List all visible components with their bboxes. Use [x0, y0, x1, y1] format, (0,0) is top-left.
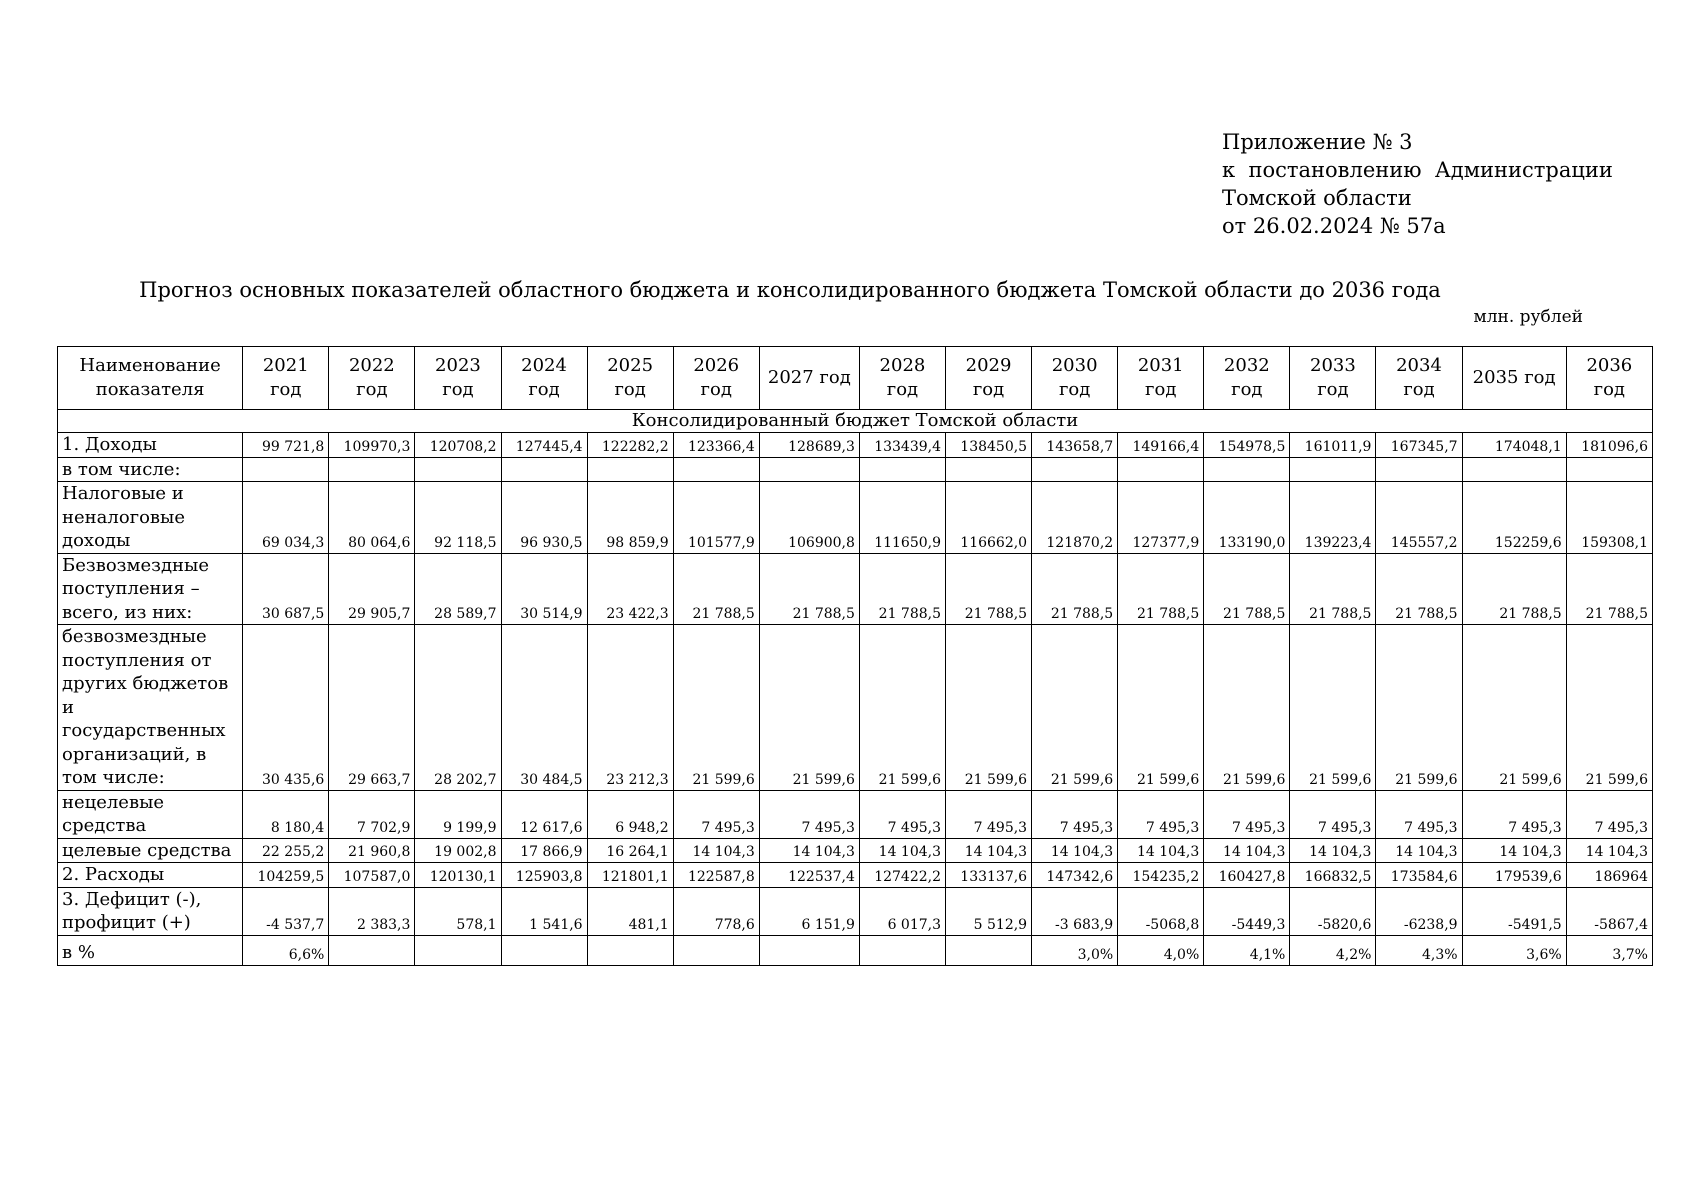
appendix-line: Приложение № 3: [1222, 130, 1413, 154]
table-cell: 21 599,6: [1032, 625, 1118, 791]
table-cell: 106900,8: [759, 482, 859, 554]
table-cell: [1204, 457, 1290, 482]
row-label: Налоговые и неналоговые доходы: [58, 482, 243, 554]
table-cell: 121870,2: [1032, 482, 1118, 554]
table-cell: 120708,2: [415, 433, 501, 458]
column-header-year: 2031 год: [1118, 347, 1204, 410]
row-label: безвозмездные поступления от других бюджетов и государственных организаций, в том числе:: [58, 625, 243, 791]
table-cell: 22 255,2: [243, 838, 329, 863]
table-row: [58, 887, 1653, 935]
table-cell: 154235,2: [1118, 863, 1204, 888]
table-cell: 143658,7: [1032, 433, 1118, 458]
table-cell: 14 104,3: [759, 838, 859, 863]
column-header-year: 2028 год: [859, 347, 945, 410]
table-cell: 21 599,6: [1290, 625, 1376, 791]
table-cell: 21 788,5: [859, 553, 945, 625]
table-row: [58, 863, 1653, 888]
table-cell: 3,7%: [1566, 935, 1652, 965]
table-cell: -5491,5: [1462, 887, 1566, 935]
table-cell: 159308,1: [1566, 482, 1652, 554]
table-row: [58, 790, 1653, 838]
row-label: целевые средства: [58, 838, 243, 863]
table-cell: 128689,3: [759, 433, 859, 458]
table-cell: [1290, 457, 1376, 482]
table-cell: [946, 457, 1032, 482]
table-cell: 9 199,9: [415, 790, 501, 838]
row-label: Безвозмездные поступления – всего, из них:: [58, 553, 243, 625]
table-cell: 21 599,6: [859, 625, 945, 791]
table-cell: 21 599,6: [1204, 625, 1290, 791]
table-cell: 166832,5: [1290, 863, 1376, 888]
units-label: млн. рублей: [1473, 307, 1583, 327]
table-cell: 4,0%: [1118, 935, 1204, 965]
table-cell: 160427,8: [1204, 863, 1290, 888]
table-cell: 29 905,7: [329, 553, 415, 625]
table-cell: 21 960,8: [329, 838, 415, 863]
section-title: Консолидированный бюджет Томской области: [58, 410, 1653, 433]
table-cell: -6238,9: [1376, 887, 1462, 935]
table-cell: 92 118,5: [415, 482, 501, 554]
table-cell: 7 495,3: [1462, 790, 1566, 838]
column-header-year: 2025 год: [587, 347, 673, 410]
table-cell: 21 788,5: [1462, 553, 1566, 625]
table-row: [58, 838, 1653, 863]
table-cell: [859, 935, 945, 965]
column-header-year: 2030 год: [1032, 347, 1118, 410]
table-cell: 8 180,4: [243, 790, 329, 838]
table-cell: 7 495,3: [673, 790, 759, 838]
row-label: 3. Дефицит (-), профицит (+): [58, 887, 243, 935]
table-cell: [243, 457, 329, 482]
column-header-year: 2034 год: [1376, 347, 1462, 410]
table-cell: 5 512,9: [946, 887, 1032, 935]
table-row: [58, 482, 1653, 554]
table-cell: 14 104,3: [1376, 838, 1462, 863]
table-cell: 7 495,3: [1290, 790, 1376, 838]
table-cell: 179539,6: [1462, 863, 1566, 888]
table-cell: 4,2%: [1290, 935, 1376, 965]
table-cell: 127422,2: [859, 863, 945, 888]
row-label: 1. Доходы: [58, 433, 243, 458]
appendix-line: от 26.02.2024 № 57а: [1222, 214, 1446, 238]
table-cell: 21 788,5: [946, 553, 1032, 625]
table-cell: 120130,1: [415, 863, 501, 888]
table-cell: 133190,0: [1204, 482, 1290, 554]
table-cell: [587, 935, 673, 965]
table-cell: 30 514,9: [501, 553, 587, 625]
table-cell: 7 495,3: [759, 790, 859, 838]
column-header-year: 2035 год: [1462, 347, 1566, 410]
table-cell: 21 788,5: [1032, 553, 1118, 625]
table-cell: 122282,2: [587, 433, 673, 458]
budget-forecast-table: [57, 346, 1653, 966]
table-cell: [946, 935, 1032, 965]
table-cell: 147342,6: [1032, 863, 1118, 888]
table-cell: 21 788,5: [1566, 553, 1652, 625]
table-cell: -4 537,7: [243, 887, 329, 935]
table-cell: 161011,9: [1290, 433, 1376, 458]
table-cell: 14 104,3: [1204, 838, 1290, 863]
table-cell: [859, 457, 945, 482]
table-cell: 101577,9: [673, 482, 759, 554]
table-cell: 80 064,6: [329, 482, 415, 554]
table-cell: 14 104,3: [1566, 838, 1652, 863]
table-cell: 152259,6: [1462, 482, 1566, 554]
table-cell: 21 599,6: [946, 625, 1032, 791]
table-cell: 99 721,8: [243, 433, 329, 458]
table-cell: 107587,0: [329, 863, 415, 888]
table-cell: 4,3%: [1376, 935, 1462, 965]
table-cell: 6 948,2: [587, 790, 673, 838]
table-cell: 3,0%: [1032, 935, 1118, 965]
table-cell: 139223,4: [1290, 482, 1376, 554]
table-cell: [1462, 457, 1566, 482]
table-body: [58, 410, 1653, 966]
table-cell: -5449,3: [1204, 887, 1290, 935]
table-cell: 14 104,3: [1462, 838, 1566, 863]
table-cell: [329, 457, 415, 482]
document-title: Прогноз основных показателей областного бюджета и консолидированного бюджета Томской области до 2036 года: [139, 278, 1441, 302]
table-cell: 104259,5: [243, 863, 329, 888]
table-cell: 21 788,5: [759, 553, 859, 625]
table-cell: 7 495,3: [1566, 790, 1652, 838]
table-cell: 7 495,3: [946, 790, 1032, 838]
table-cell: 16 264,1: [587, 838, 673, 863]
column-header-year: 2026 год: [673, 347, 759, 410]
column-header-year: 2033 год: [1290, 347, 1376, 410]
table-cell: [759, 457, 859, 482]
table-cell: 481,1: [587, 887, 673, 935]
appendix-line: Томской области: [1222, 186, 1412, 210]
table-cell: 167345,7: [1376, 433, 1462, 458]
table-cell: 127445,4: [501, 433, 587, 458]
table-cell: 181096,6: [1566, 433, 1652, 458]
table-cell: 28 589,7: [415, 553, 501, 625]
table-cell: 12 617,6: [501, 790, 587, 838]
table-cell: 17 866,9: [501, 838, 587, 863]
table-cell: 133439,4: [859, 433, 945, 458]
table-cell: 21 788,5: [673, 553, 759, 625]
column-header-year: 2024 год: [501, 347, 587, 410]
row-label: в %: [58, 935, 243, 965]
table-cell: 21 599,6: [759, 625, 859, 791]
table-cell: 6,6%: [243, 935, 329, 965]
table-row: [58, 553, 1653, 625]
table-cell: 14 104,3: [1118, 838, 1204, 863]
table-row: [58, 625, 1653, 791]
table-cell: 29 663,7: [329, 625, 415, 791]
table-cell: 186964: [1566, 863, 1652, 888]
table-cell: 21 599,6: [1462, 625, 1566, 791]
table-cell: 122587,8: [673, 863, 759, 888]
table-cell: [501, 935, 587, 965]
table-cell: -5867,4: [1566, 887, 1652, 935]
section-row: [58, 410, 1653, 433]
table-cell: 7 495,3: [1118, 790, 1204, 838]
column-header-year: 2022 год: [329, 347, 415, 410]
table-cell: [1032, 457, 1118, 482]
table-cell: 6 151,9: [759, 887, 859, 935]
column-header-year: 2021 год: [243, 347, 329, 410]
table-cell: 116662,0: [946, 482, 1032, 554]
table-cell: [1376, 457, 1462, 482]
table-cell: 98 859,9: [587, 482, 673, 554]
table-cell: 4,1%: [1204, 935, 1290, 965]
table-cell: 7 495,3: [859, 790, 945, 838]
table-cell: 14 104,3: [946, 838, 1032, 863]
table-cell: [1566, 457, 1652, 482]
table-cell: 111650,9: [859, 482, 945, 554]
table-cell: 28 202,7: [415, 625, 501, 791]
table-cell: 122537,4: [759, 863, 859, 888]
appendix-note: [1222, 128, 1613, 240]
table-cell: [759, 935, 859, 965]
table-cell: 154978,5: [1204, 433, 1290, 458]
table-cell: 30 484,5: [501, 625, 587, 791]
table-cell: 21 599,6: [1118, 625, 1204, 791]
column-header-indicator: Наименование показателя: [58, 347, 243, 410]
table-cell: 138450,5: [946, 433, 1032, 458]
table-cell: 21 788,5: [1118, 553, 1204, 625]
table-cell: 14 104,3: [1290, 838, 1376, 863]
table-cell: 145557,2: [1376, 482, 1462, 554]
table-cell: 21 599,6: [673, 625, 759, 791]
table-cell: 109970,3: [329, 433, 415, 458]
table-cell: 30 687,5: [243, 553, 329, 625]
table-cell: 21 788,5: [1204, 553, 1290, 625]
column-header-year: 2036 год: [1566, 347, 1652, 410]
column-header-year: 2027 год: [759, 347, 859, 410]
table-cell: 23 212,3: [587, 625, 673, 791]
table-cell: -5820,6: [1290, 887, 1376, 935]
table-cell: 174048,1: [1462, 433, 1566, 458]
table-cell: 7 702,9: [329, 790, 415, 838]
table-cell: -3 683,9: [1032, 887, 1118, 935]
table-cell: 133137,6: [946, 863, 1032, 888]
table-cell: 21 599,6: [1566, 625, 1652, 791]
table-cell: 173584,6: [1376, 863, 1462, 888]
table-cell: 7 495,3: [1204, 790, 1290, 838]
appendix-line: к постановлению Администрации: [1222, 158, 1613, 182]
table-cell: 21 788,5: [1376, 553, 1462, 625]
table-cell: 23 422,3: [587, 553, 673, 625]
table-cell: 2 383,3: [329, 887, 415, 935]
row-label: нецелевые средства: [58, 790, 243, 838]
row-label: в том числе:: [58, 457, 243, 482]
row-label: 2. Расходы: [58, 863, 243, 888]
table-row: [58, 935, 1653, 965]
table-cell: 21 788,5: [1290, 553, 1376, 625]
table-cell: 7 495,3: [1032, 790, 1118, 838]
table-cell: 778,6: [673, 887, 759, 935]
table-cell: 14 104,3: [1032, 838, 1118, 863]
table-row: [58, 457, 1653, 482]
table-cell: 7 495,3: [1376, 790, 1462, 838]
table-cell: [501, 457, 587, 482]
table-cell: 30 435,6: [243, 625, 329, 791]
table-cell: 6 017,3: [859, 887, 945, 935]
table-cell: 127377,9: [1118, 482, 1204, 554]
table-cell: [673, 457, 759, 482]
table-cell: [415, 935, 501, 965]
table-cell: [1118, 457, 1204, 482]
column-header-year: 2029 год: [946, 347, 1032, 410]
table-cell: 149166,4: [1118, 433, 1204, 458]
table-cell: 1 541,6: [501, 887, 587, 935]
table-cell: 21 599,6: [1376, 625, 1462, 791]
table-cell: [415, 457, 501, 482]
table-row: [58, 433, 1653, 458]
table-cell: 14 104,3: [859, 838, 945, 863]
table-cell: 121801,1: [587, 863, 673, 888]
column-header-year: 2032 год: [1204, 347, 1290, 410]
table-cell: [329, 935, 415, 965]
table-cell: 19 002,8: [415, 838, 501, 863]
table-cell: 578,1: [415, 887, 501, 935]
table-cell: 123366,4: [673, 433, 759, 458]
table-cell: -5068,8: [1118, 887, 1204, 935]
column-header-year: 2023 год: [415, 347, 501, 410]
table-cell: 125903,8: [501, 863, 587, 888]
table-header-row: [58, 347, 1653, 410]
table-cell: [587, 457, 673, 482]
table-cell: 14 104,3: [673, 838, 759, 863]
table-cell: 96 930,5: [501, 482, 587, 554]
table-cell: [673, 935, 759, 965]
table-cell: 69 034,3: [243, 482, 329, 554]
table-cell: 3,6%: [1462, 935, 1566, 965]
